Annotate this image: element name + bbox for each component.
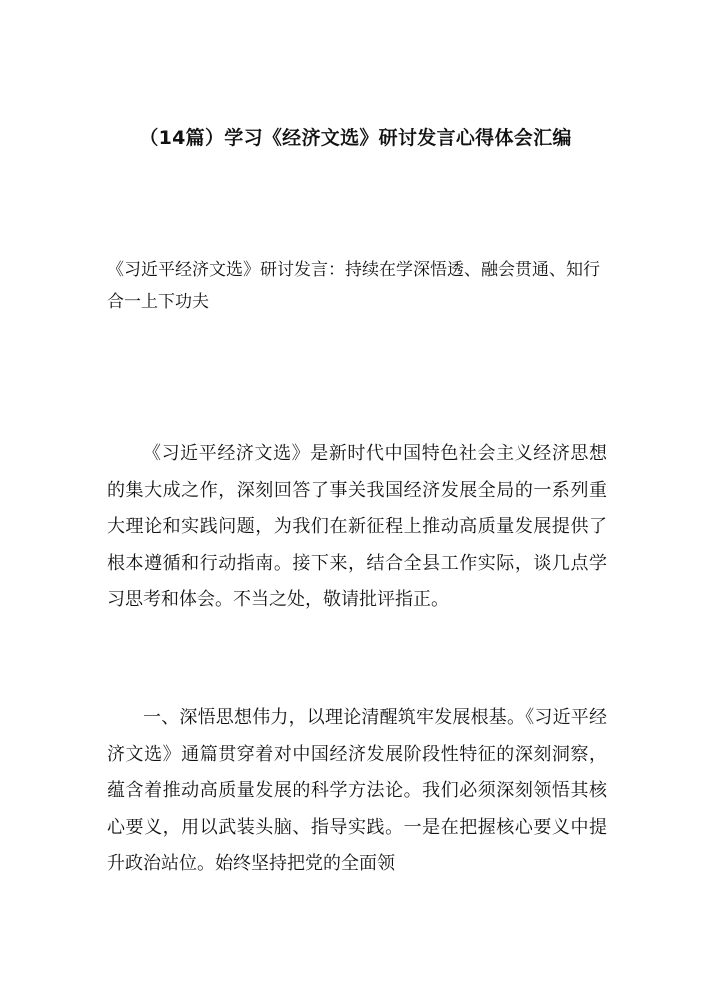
section-subtitle: 《习近平经济文选》研讨发言：持续在学深悟透、融会贯通、知行合一上下功夫 [107,260,600,312]
document-title: （14篇）学习《经济文选》研讨发言心得体会汇编 [139,127,572,149]
body-paragraph-section-one: 一、深悟思想伟力，以理论清醒筑牢发展根基。《习近平经济文选》通篇贯穿着对中国经济发展阶段性特征的深刻洞察，蕴含着推动高质量发展的科学方法论。我们必须深刻领悟其核心要义，用以武装头脑、指导实践。一是在把握核心要义中提升政治站位。始终坚持把党的全面领 [107,707,607,875]
body-paragraph-intro: 《习近平经济文选》是新时代中国特色社会主义经济思想的集大成之作，深刻回答了事关我国经济发展全局的一系列重大理论和实践问题，为我们在新征程上推动高质量发展提供了根本遵循和行动指南。接下来，结合全县工作实际，谈几点学习思考和体会。不当之处，敬请批评指正。 [107,443,607,611]
